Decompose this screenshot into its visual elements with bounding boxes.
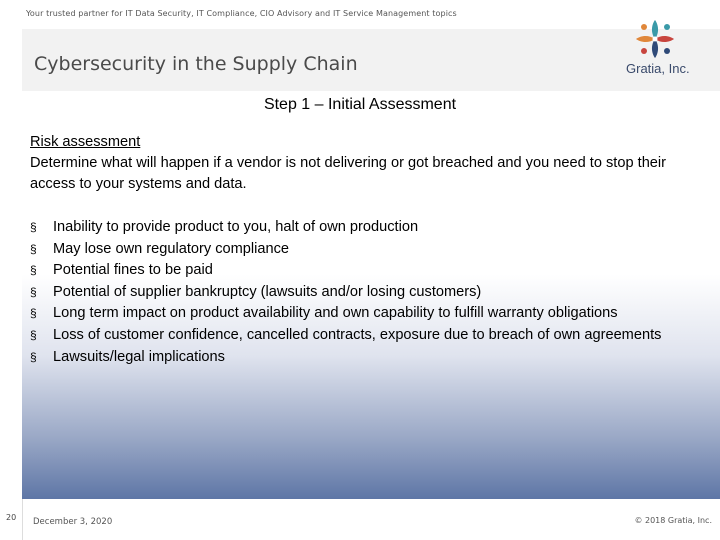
footer-date: December 3, 2020 xyxy=(33,517,113,527)
list-item-text: Lawsuits/legal implications xyxy=(53,348,225,365)
list-item xyxy=(30,217,690,239)
list-item-text: Potential fines to be paid xyxy=(53,262,213,279)
gratia-flower-logo-icon xyxy=(628,12,682,66)
list-item-text: Long term impact on product availability and own capability to fulfill warranty obligations xyxy=(53,305,618,322)
step-title: Step 1 – Initial Assessment xyxy=(263,96,457,113)
slide-title: Cybersecurity in the Supply Chain xyxy=(34,53,358,75)
intro-block xyxy=(30,132,700,195)
list-item xyxy=(30,325,690,347)
bullet-icon: § xyxy=(30,263,37,278)
bullet-icon: § xyxy=(30,349,37,364)
bullet-icon: § xyxy=(30,306,37,321)
list-item xyxy=(30,239,690,261)
list-item xyxy=(30,260,690,282)
description-text: Determine what will happen if a vendor is not delivering or got breached and you need to stop their access to your systems and data. xyxy=(30,155,667,192)
list-item-text: Potential of supplier bankruptcy (lawsuits and/or losing customers) xyxy=(53,283,482,300)
list-item xyxy=(30,282,690,304)
bullet-icon: § xyxy=(30,220,37,234)
logo-petals xyxy=(636,20,674,58)
list-item-text: Loss of customer confidence, cancelled contracts, exposure due to breach of own agreements xyxy=(53,326,662,343)
footer-divider xyxy=(22,499,23,540)
tagline: Your trusted partner for IT Data Security, IT Compliance, CIO Advisory and IT Service Management topics xyxy=(26,9,457,18)
list-item-text: May lose own regulatory compliance xyxy=(53,240,290,257)
bullet-icon: § xyxy=(30,241,37,256)
list-item xyxy=(30,303,690,325)
page-number: 20 xyxy=(6,513,17,522)
list-item-text: Inability to provide product to you, halt of own production xyxy=(53,219,419,235)
section-heading: Risk assessment xyxy=(30,134,141,150)
brand-name: Gratia, Inc. xyxy=(626,61,690,76)
bullet-icon: § xyxy=(30,327,37,342)
footer-copyright: © 2018 Gratia, Inc. xyxy=(634,516,712,525)
list-item xyxy=(30,347,690,369)
bullet-list xyxy=(30,217,690,368)
bullet-icon: § xyxy=(30,284,37,299)
